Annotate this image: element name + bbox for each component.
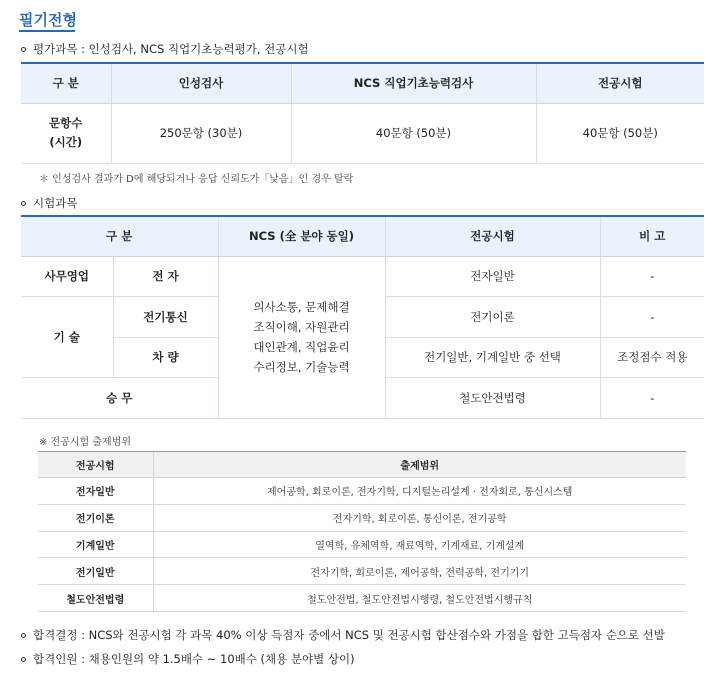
exam-subjects-text: 시험과목: [33, 196, 78, 210]
table-cell: 제어공학, 회로이론, 전자기학, 디지털논리설계 · 전자회로, 통신시스템: [153, 478, 686, 505]
group-cell: 사무영업: [21, 256, 113, 297]
table-row: [38, 558, 686, 585]
table-row: [38, 531, 686, 558]
table-header-cell: 인성검사: [111, 63, 291, 103]
table-cell: 전기이론: [38, 504, 153, 531]
scope-note: ※ 전공시험 출제범위: [39, 437, 132, 448]
table-header-cell: 비 고: [600, 216, 704, 256]
table-cell: 조정점수 적용: [600, 337, 704, 378]
table-cell: 열역학, 유체역학, 재료역학, 기계재료, 기계설계: [153, 531, 686, 558]
pass-count-line: [21, 651, 355, 667]
ncs-line: 의사소통, 문제해결: [253, 300, 350, 314]
ncs-line: 대인관계, 직업윤리: [253, 340, 350, 354]
bullet-icon: [21, 633, 26, 638]
table-cell: 철도안전법령: [38, 585, 153, 612]
table-header-cell: 구 분: [21, 63, 111, 103]
row-label-line: 문항수: [49, 116, 83, 130]
pass-decision-line: [21, 627, 665, 643]
table-cell: -: [600, 297, 704, 338]
exam-subjects-line: [21, 195, 77, 211]
title-underline: [19, 30, 75, 32]
eval-subjects-text: 평가과목 : 인성검사, NCS 직업기초능력평가, 전공시험: [33, 42, 309, 56]
pass-count-text: 합격인원 : 채용인원의 약 1.5배수 ~ 10배수 (채용 분야별 상이): [33, 652, 355, 666]
table-cell: 40문항 (50분): [536, 103, 704, 163]
row-label-line: (시간): [49, 135, 83, 149]
bullet-icon: [21, 47, 26, 52]
table-row: [38, 504, 686, 531]
field-cell: 차 량: [113, 337, 218, 378]
table-header-row: [38, 452, 686, 478]
ncs-cell: [218, 256, 385, 418]
table-cell: 철도안전법, 철도안전법시행령, 철도안전법시행규칙: [153, 585, 686, 612]
subjects-table: [21, 215, 704, 419]
table-header-cell: 출제범위: [153, 452, 686, 478]
footnote: ＊ 인성검사 결과가 D에 해당되거나 응답 신뢰도가「낮음」인 경우 탈락: [39, 174, 354, 185]
table-cell: 전자일반: [385, 256, 600, 297]
table-header-cell: NCS (全 분야 동일): [218, 216, 385, 256]
table-row: [38, 585, 686, 612]
table-cell: 250문항 (30분): [111, 103, 291, 163]
table-cell: -: [600, 256, 704, 297]
table-cell: -: [600, 378, 704, 419]
table-row: [21, 103, 704, 163]
table-cell: 전자기학, 회로이론, 제어공학, 전력공학, 전기기기: [153, 558, 686, 585]
table-row: [21, 256, 704, 297]
table-header-cell: 구 분: [21, 216, 218, 256]
table-cell: 전자일반: [38, 478, 153, 505]
group-cell: 승 무: [21, 378, 218, 419]
field-cell: 전 자: [113, 256, 218, 297]
eval-subjects-line: [21, 41, 309, 57]
table-cell: 전기일반: [38, 558, 153, 585]
field-cell: 전기통신: [113, 297, 218, 338]
table-header-cell: NCS 직업기초능력검사: [291, 63, 536, 103]
table-header-cell: 전공시험: [536, 63, 704, 103]
row-label-cell: [21, 103, 111, 163]
bullet-icon: [21, 201, 26, 206]
table-header-cell: 전공시험: [38, 452, 153, 478]
table-header-row: [21, 63, 704, 103]
table-cell: 전자기학, 회로이론, 통신이론, 전기공학: [153, 504, 686, 531]
table-cell: 40문항 (50분): [291, 103, 536, 163]
bullet-icon: [21, 657, 26, 662]
table-row: [38, 478, 686, 505]
group-cell: 기 술: [21, 297, 113, 378]
ncs-line: 조직이해, 자원관리: [253, 320, 350, 334]
eval-table: [21, 62, 704, 164]
pass-decision-text: 합격결정 : NCS와 전공시험 각 과목 40% 이상 득점자 중에서 NCS 및 전공시험 합산점수와 가점을 합한 고득점자 순으로 선발: [33, 628, 665, 642]
table-cell: 전기일반, 기계일반 중 선택: [385, 337, 600, 378]
table-header-cell: 전공시험: [385, 216, 600, 256]
table-cell: 전기이론: [385, 297, 600, 338]
table-header-row: [21, 216, 704, 256]
section-title: 필기전형: [19, 11, 77, 29]
table-cell: 철도안전법령: [385, 378, 600, 419]
ncs-line: 수리정보, 기술능력: [253, 360, 350, 374]
table-cell: 기계일반: [38, 531, 153, 558]
scope-table: [38, 451, 686, 612]
